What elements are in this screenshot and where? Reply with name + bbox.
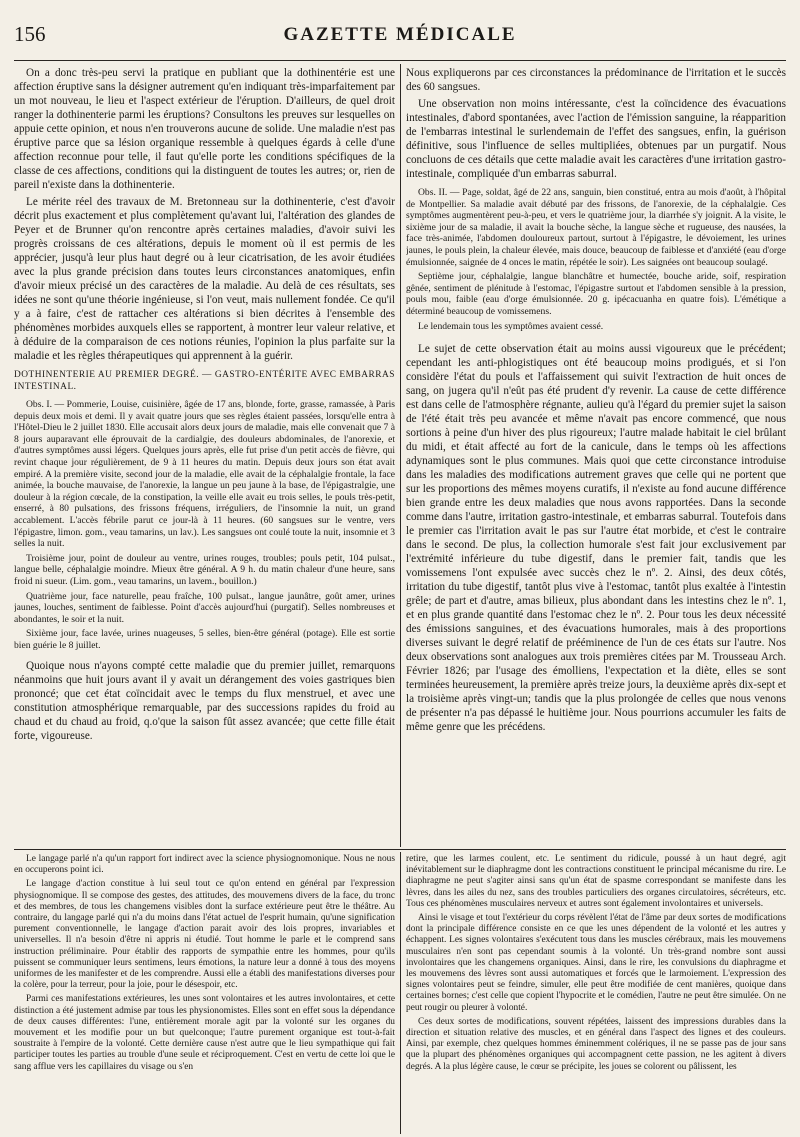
observation-1-day-6: Sixième jour, face lavée, urines nuageuses, 5 selles, bien-être général (potage). Elle est sortie bien guérie le 8 juillet. [14, 628, 395, 651]
page-header [14, 22, 786, 52]
right-column [406, 66, 786, 846]
footer-right-paragraph-1: retire, que les larmes coulent, etc. Le sentiment du ridicule, poussé à un haut degré, agit inévitablement sur le diaphragme dont les contractions constituent le principal mécanisme du rire. Le diaphragme ne peut s'agiter ainsi sans qu'un état de spasme correspondant se manifeste dans les lèvres, dans les ailes du nez, sans des troubles particuliers des organes circulatoires, sécréteurs, etc. Tous ces phénomènes musculaires nerveux et autres sont également involontaires et universels. [406, 854, 786, 909]
page-number: 156 [14, 22, 46, 46]
right-paragraph-3: Le sujet de cette observation était au moins aussi vigoureux que le précédent; cependant les anti-phlogistiques ont été beaucoup moins prodigués, et si l'on considère l'état du pouls et l'affaissement qui suivit l'extraction de huit onces de sang, on jugera qu'il n'eût pas été prudent d'y revenir. La cause de cette différence est dans celle de l'atmosphère régnante, aulieu qu'à l'égard du premier sujet la saison de l'été était très peu avancée et même n'avait pas encore commencé, que nous sortions à peine d'un hiver des plus rigoureux; l'autre malade habitait le ciel brûlant du midi, et était affecté au fort de la canicule, dans le temps où les affections adynamiques sont le plus communes. Mais quoi que cette circonstance introduise dans les maladies des modifications autrement graves que celle qui ne portent que sur les proportions des mêmes moyens curatifs, il n'existe au fond aucune différence bien grande entre les deux maladies que nous avons rapportées. Dans la seconde comme dans l'autre, irritation gastro-intestinale, et embarras saburral. Toutefois dans le premier cas l'irritation avait le pas sur l'autre état morbide, et c'est le contraire dans le second. De plus, la collection humorale s'est fait jour exclusivement par l'extrémité inférieure du tube digestif, dans le premier fait, tandis que les vomissemens l'ont expulsée avec succès chez le nº. 2. Ainsi, des deux côtés, irritation du tube digestif, tantôt plus vive à l'estomac, tantôt plus exaltée à l'intestin grêle; de part et d'autre, amas bilieux, plus abondant dans les intestins chez le nº. 1, et en plus grande quantité dans l'estomac chez le nº. 2. Pour tous les deux nécessité des émissions sanguines, et des évacuations humorales, mais à des proportions diverses suivant le degré relatif de prééminence de l'un de ces états sur l'autre. Nos deux observations sont analogues aux trois premières citées par M. Trousseau Arch. Février 1826; par l'usage des émolliens, l'expectation et la diète, elles se sont terminées heureusement, la première après treize jours, la deuxième après dix-sept et la troisième après vingt-un; tandis que la plus prolongée de celles que nous venons de présenter n'a pas dépassé le huitième jour. Nous pourrions accumuler les faits de même genre que les précédens. [406, 343, 786, 734]
merit-paragraph: Le mérite réel des travaux de M. Bretonneau sur la dothinenterie, c'est d'avoir décrit plus exactement et plus complètement qu'avant lui, l'altération des glandes de Peyer et de Brunner qu'on rencontre après certaines maladies, d'avoir suivi les progrès croissans de ces altérations, depuis le moment où il est permis de les apprécier, jusqu'à leur plus haut degré ou à leur cicatrisation, de les avoir étudiées avec la plus grande précision dans toutes leurs circonstances anatomiques, enfin d'avoir mieux précisé un des caractères de la maladie. Au delà de ces résultats, ses idées ne sont qu'une théorie ingénieuse, si l'on veut, mais nullement fondée. Ce qu'il y a à faire, c'est de rattacher ces altérations si bien décrites à l'ensemble des phénomènes morbides auxquels elles se rapportent, à montrer leur valeur relative, et à déduire de la comparaison de ces notions réunies, l'opinion la plus parfaite sur la maladie et les règles thérapeutiques qui apprennent à la guérir. [14, 196, 395, 362]
right-paragraph-1: Nous expliquerons par ces circonstances la prédominance de l'irritation et le succès des 60 sangsues. [406, 67, 786, 93]
right-paragraph-2: Une observation non moins intéressante, c'est la coïncidence des évacuations intestinales, d'abord spontanées, avec l'action de l'émission sanguine, la réapparition de l'embarras intestinal le surlendemain de l'effet des sangsues, enfin, la guérison définitive, sous l'influence de selles multipliées, obtenues par un purgatif. Nous concluons de ces détails que cette maladie avait les caractères d'une irritation gastro-intestinale, compliquée d'un embarras saburral. [406, 98, 786, 180]
header-rule [14, 60, 786, 61]
masthead-title: GAZETTE MÉDICALE [283, 24, 517, 45]
footer-right-paragraph-2: Ainsi le visage et tout l'extérieur du corps révèlent l'état de l'âme par deux sortes de modifications dont la principale différence consiste en ce que les unes dépendent de la volonté et les autres y échappent. Les signes volontaires s'exécutent tous dans les muscles cérébraux, mais les mouvemens musculaires n'en sont pas cependant soumis à la volonté. Un très-grand nombre sont aussi involontaires que les changemens organiques. Ainsi, dans le rire, les convulsions du diaphragme et les mouvemens des lèvres sont aussi automatiques et forcés que le larmoiement. L'expression des signes volontaires peut se feindre, simuler, elle peut être modifiée de cent manières, quoique dans certaines bornes; c'est celle que copient l'hypocrite et le comédien, l'autre ne peut être simulée. On ne peut rougir ou pleurer à volonté. [406, 913, 786, 1013]
footer-left-column [14, 854, 395, 1134]
observation-2-day-7: Septième jour, céphalalgie, langue blanchâtre et humectée, bouche aride, soif, respiration gênée, sentiment de plénitude à l'estomac, l'épigastre surtout et l'abdomen sensible à la pression, pouls mou, faible (eau d'orge émulsionnée. 20 g. ipécacuanha en quatre fois). L'émétique a déterminé beaucoup de vomissemens. [406, 271, 786, 317]
intro-paragraph: On a donc très-peu servi la pratique en publiant que la dothinentérie est une affection éruptive sans la désigner autrement qu'en indiquant très-imparfaitement par un mot nouveau, le lieu et l'aspect extérieur de l'éruption. D'ailleurs, de quel droit ranger la dothinenterie parmi les éruptions? Consultons les preuves sur lesquelles on appuie cette opinion, et nous n'en trouverons aucune de solide. Une maladie n'est pas éruptive parce que sa lésion organique ressemble à quelques égards à celle d'une affection reconnue pour telle, il faut qu'elle porte les conditions spécifiques de la classe de ces affections, conditions qui la distinguent de toutes les autres; or, rien de pareil n'existe dans la dothinenterie. [14, 67, 395, 191]
observation-1: Obs. I. — Pommerie, Louise, cuisinière, âgée de 17 ans, blonde, forte, grasse, ramassée, à Paris depuis deux mois et demi. Il y avait quatre jours que ses règles étaient passées, lorsqu'elle entra à l'Hôtel-Dieu le 2 juillet 1830. Elle accusait alors deux jours de maladie, mais elle convenait que 7 à 8 jours auparavant elle éprouvait de la cardialgie, des douleurs abdominales, de l'anorexie, et d'autres symptômes aussi légers. Quelques jours après, elle fut prise d'un petit accès de fièvre, qui revint chaque jour régulièrement, de 9 à 11 heures du matin. Depuis deux jours son état avait empiré. A la première visite, second jour de la maladie, elle avait de la céphalalgie frontale, la face animée, la bouche mauvaise, de l'anorexie, la langue un peu jaune à la base, de l'épigastralgie, une douleur à la région cœcale, de la constipation, la veille elle avait eu trois selles, le pouls très-petit, enserré, à 80 pulsations, des frissons fréquens, irréguliers, de l'insomnie la nuit, un grand accablement. L'accès fébrile parut ce jour-là à 11 heures. (60 sangsues sur le ventre, vers l'épigastre, limon. gom., veau tamarins, un lav.). Les sangsues ont coulé toute la nuit, insomnie et 3 selles la nuit. [14, 399, 395, 550]
footer-right-paragraph-3: Ces deux sortes de modifications, souvent répétées, laissent des impressions durables dans la direction et situation relative des muscles, et en général dans l'aspect des lignes et des couleurs. Ainsi, par exemple, chez quelques hommes éminemment colériques, il ne se passe pas de jour sans que la plupart des phénomènes organiques qui accompagnent cette passion, ne les agitent à divers degrés. A la plus légère cause, le cœur se précipite, les joues se colorent ou pâlissent, les [406, 1016, 786, 1072]
observation-1-day-3: Troisième jour, point de douleur au ventre, urines rouges, troubles; pouls petit, 104 pulsat., langue belle, céphalalgie moindre. Mieux être général. A 9 h. du matin chaleur d'une heure, sans froid ni sueur. (Lim. gom., veau tamarins, un lavem., bouillon.) [14, 552, 395, 587]
footer-column-divider [400, 852, 401, 1134]
footer-left-paragraph-2: Le langage d'action constitue à lui seul tout ce qu'on entend en général par l'expression physiognomique. Il se compose des gestes, des attitudes, des mouvemens divers de la face, du tronc et des membres, de tous les changemens visibles dont la surface extérieure peut être le théâtre. Au contraire, du langage parlé qui n'a du moins dans l'état actuel de l'esprit humain, qu'une signification purement conventionnelle, le langage d'action parait avoir des lois propres, invariables et universelles. Il n'a besoin d'être ni appris ni étudié. Tout homme le parle et le comprend sans instruction préliminaire. Pour établir des rapports de sympathie entre les hommes, pour qu'ils puissent se communiquer leurs sentimens, leurs émotions, la nature leur a donné à tous des moyens uniformes de les manifester et de les comprendre. Aussi elle a établi des manifestations diverses pour la colère, pour la terreur, pour la joie, pour le désespoir, etc. [14, 879, 395, 991]
section-heading: DOTHINENTERIE AU PREMIER DEGRÉ. — GASTRO-ENTÉRITE AVEC EMBARRAS INTESTINAL. [14, 370, 395, 392]
left-column [14, 66, 395, 846]
footer-left-paragraph-1: Le langage parlé n'a qu'un rapport fort indirect avec la science physiognomonique. Nous ne nous en occuperons point ici. [14, 854, 395, 876]
footer-left-paragraph-3: Parmi ces manifestations extérieures, les unes sont volontaires et les autres involontaires, et cette distinction a été justement admise par tous les physionomistes. Elles sont en effet sous la dépendance de deux causes différentes: l'une, entièrement morale agit par la volonté sur les organes du mouvement et les modifie pour un but quelconque; l'autre purement organique est tout-à-fait soustraite à l'empire de la volonté. Cette dernière cause n'est autre que le lieu sympathique qui fait participer toutes les parties au trouble d'une seule et réciproquement. C'est en vertu de cette loi que le sang afflue vers les capillaires du visage ou s'en [14, 994, 395, 1072]
footer-right-column [406, 854, 786, 1134]
quoique-paragraph: Quoique nous n'ayons compté cette maladie que du premier juillet, remarquons néanmoins que huit jours avant il y avait un dérangement des voies gastriques bien prononcé; que cet état coïncidait avec le temps du flux menstruel, et avec une constitution atmosphérique remarquable, par des successions rapides du froid au chaud et du chaud au froid, q.o'que la saison fût assez avancée; que cette fille était forte, vigoureuse. [14, 660, 395, 743]
observation-1-day-4: Quatrième jour, face naturelle, peau fraîche, 100 pulsat., langue jaunâtre, goût amer, urines jaunes, louches, sentiment de faiblesse. Point d'accès aujourd'hui (purgatif). Selles nombreuses et abondantes, le soir et la nuit. [14, 590, 395, 625]
observation-2: Obs. II. — Page, soldat, âgé de 22 ans, sanguin, bien constitué, entra au mois d'août, à l'hôpital de Montpellier. Sa maladie avait débuté par des frissons, de l'anorexie, de la céphalalgie. Ces symptômes augmentèrent peu-à-peu, et vers le quatrième jour, la diarrhée s'y joignit. A la visite, le sixième jour de sa maladie, il avait la bouche sèche, la langue sèche et rugueuse, des nausées, la face très-animée, l'abdomen douloureux partout, surtout à l'épigastre, le dévoiement, les urines jaunes, le pouls plein, la chaleur élevée, mais douce, beaucoup de faiblesse et d'anxiété (eau d'orge émulsionnée, saignée de 4 onces le matin, répétée le soir). Les saignées ont beaucoup soulagé. [406, 187, 786, 268]
feuilleton-rule [14, 849, 786, 850]
column-divider [400, 64, 401, 847]
observation-2-next-day: Le lendemain tous les symptômes avaient cessé. [418, 320, 604, 332]
